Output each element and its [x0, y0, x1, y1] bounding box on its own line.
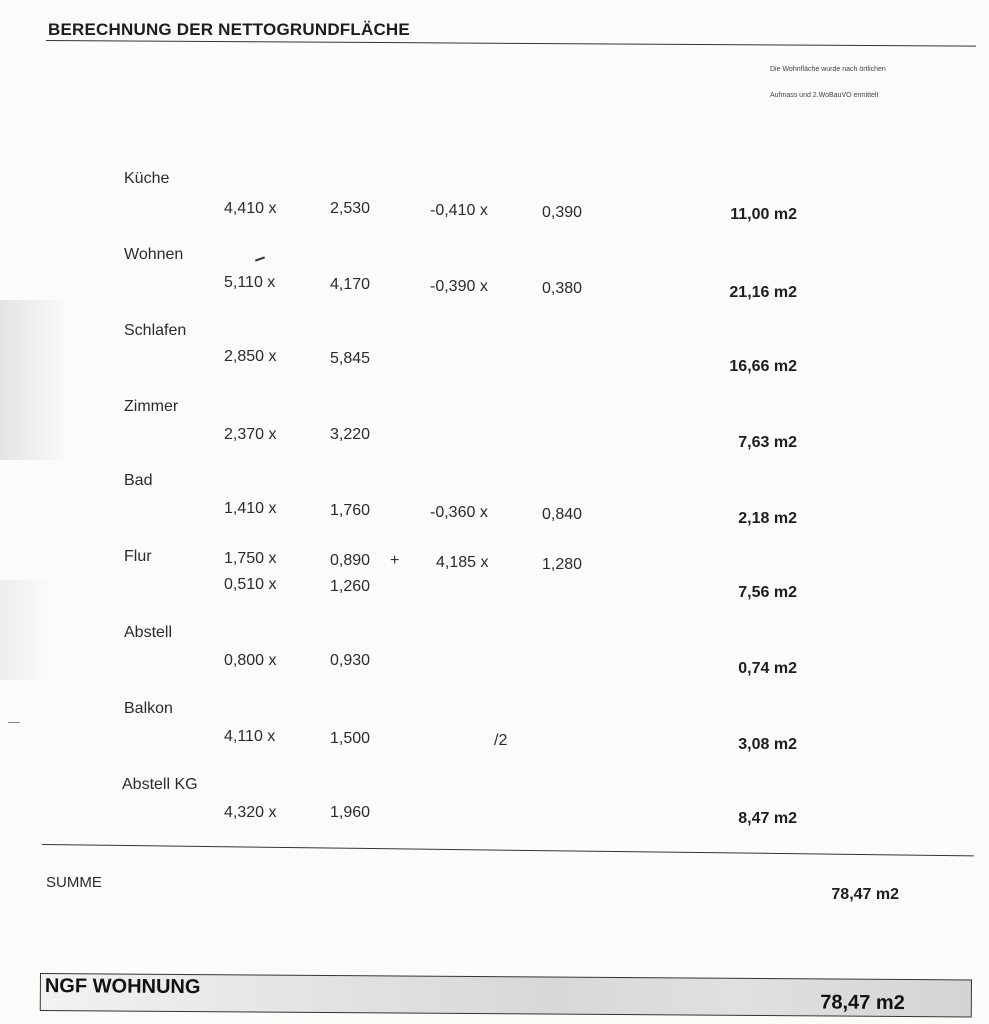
- scan-shadow: [0, 580, 50, 680]
- dimension-value: 2,850 x: [224, 348, 277, 365]
- dimension-value: 1,280: [542, 556, 583, 573]
- divider: [46, 40, 976, 47]
- dimension-value: 2,530: [330, 200, 371, 217]
- dimension-value: 4,110 x: [224, 728, 276, 745]
- area-value: 3,08 m2: [738, 736, 797, 753]
- dimension-value: 4,320 x: [224, 804, 277, 821]
- area-value: 0,74 m2: [738, 660, 797, 677]
- area-value: 7,63 m2: [738, 434, 797, 451]
- room-label: Flur: [124, 548, 152, 565]
- dimension-value: 0,390: [542, 204, 583, 221]
- area-value: 21,16 m2: [729, 284, 797, 301]
- dimension-value: 5,110 x: [224, 274, 276, 291]
- ngf-label: NGF WOHNUNG: [44, 975, 201, 999]
- area-value: 8,47 m2: [738, 810, 797, 827]
- dimension-value: 5,845: [330, 350, 371, 367]
- area-value: 16,66 m2: [729, 358, 797, 375]
- plus-sign: +: [390, 552, 400, 569]
- dimension-value: 1,260: [330, 578, 371, 595]
- scan-shadow: [0, 300, 70, 460]
- dimension-value: 0,380: [542, 280, 583, 297]
- area-value: 11,00 m2: [730, 206, 797, 223]
- dimension-value: 0,930: [330, 652, 371, 669]
- room-label: Küche: [124, 170, 170, 187]
- dimension-value: 4,410 x: [224, 200, 277, 217]
- divider: [42, 844, 974, 856]
- dimension-value: 3,220: [330, 426, 371, 443]
- scan-speck: [8, 722, 20, 723]
- room-label: Balkon: [124, 700, 173, 717]
- room-label: Abstell: [124, 624, 173, 641]
- dimension-value: 1,760: [330, 502, 371, 519]
- dimension-value: 0,840: [542, 506, 583, 523]
- room-label: Bad: [124, 472, 153, 489]
- scan-speck: [255, 256, 265, 261]
- note-line: Die Wohnfläche wurde nach örtlichen: [770, 66, 886, 73]
- room-label: Wohnen: [124, 246, 184, 263]
- dimension-value: 1,960: [330, 804, 371, 821]
- dimension-value: -0,410 x: [430, 202, 488, 219]
- ngf-value: 78,47 m2: [820, 991, 905, 1015]
- page-title: BERECHNUNG DER NETTOGRUNDFLÄCHE: [48, 20, 410, 39]
- sum-label: SUMME: [46, 874, 102, 891]
- dimension-value: 1,410 x: [224, 500, 277, 517]
- room-label: Abstell KG: [122, 776, 198, 793]
- dimension-value: 0,890: [330, 552, 371, 569]
- note-line: Aufmass und 2.WoBauVO ermittelt: [770, 92, 879, 99]
- dimension-value: 1,500: [330, 730, 371, 747]
- dimension-value: -0,390 x: [430, 278, 488, 295]
- dimension-value: 4,185 x: [436, 554, 489, 571]
- dimension-value: 1,750 x: [224, 550, 277, 567]
- dimension-value: /2: [494, 732, 508, 749]
- dimension-value: 0,510 x: [224, 576, 277, 593]
- dimension-value: -0,360 x: [430, 504, 488, 521]
- dimension-value: 2,370 x: [224, 426, 277, 443]
- area-value: 2,18 m2: [738, 510, 797, 527]
- sum-value: 78,47 m2: [831, 886, 899, 903]
- dimension-value: 0,800 x: [224, 652, 277, 669]
- dimension-value: 4,170: [330, 276, 371, 293]
- area-value: 7,56 m2: [738, 584, 797, 601]
- ngf-total-box: [40, 973, 972, 1018]
- room-label: Schlafen: [124, 322, 187, 339]
- room-label: Zimmer: [124, 398, 179, 415]
